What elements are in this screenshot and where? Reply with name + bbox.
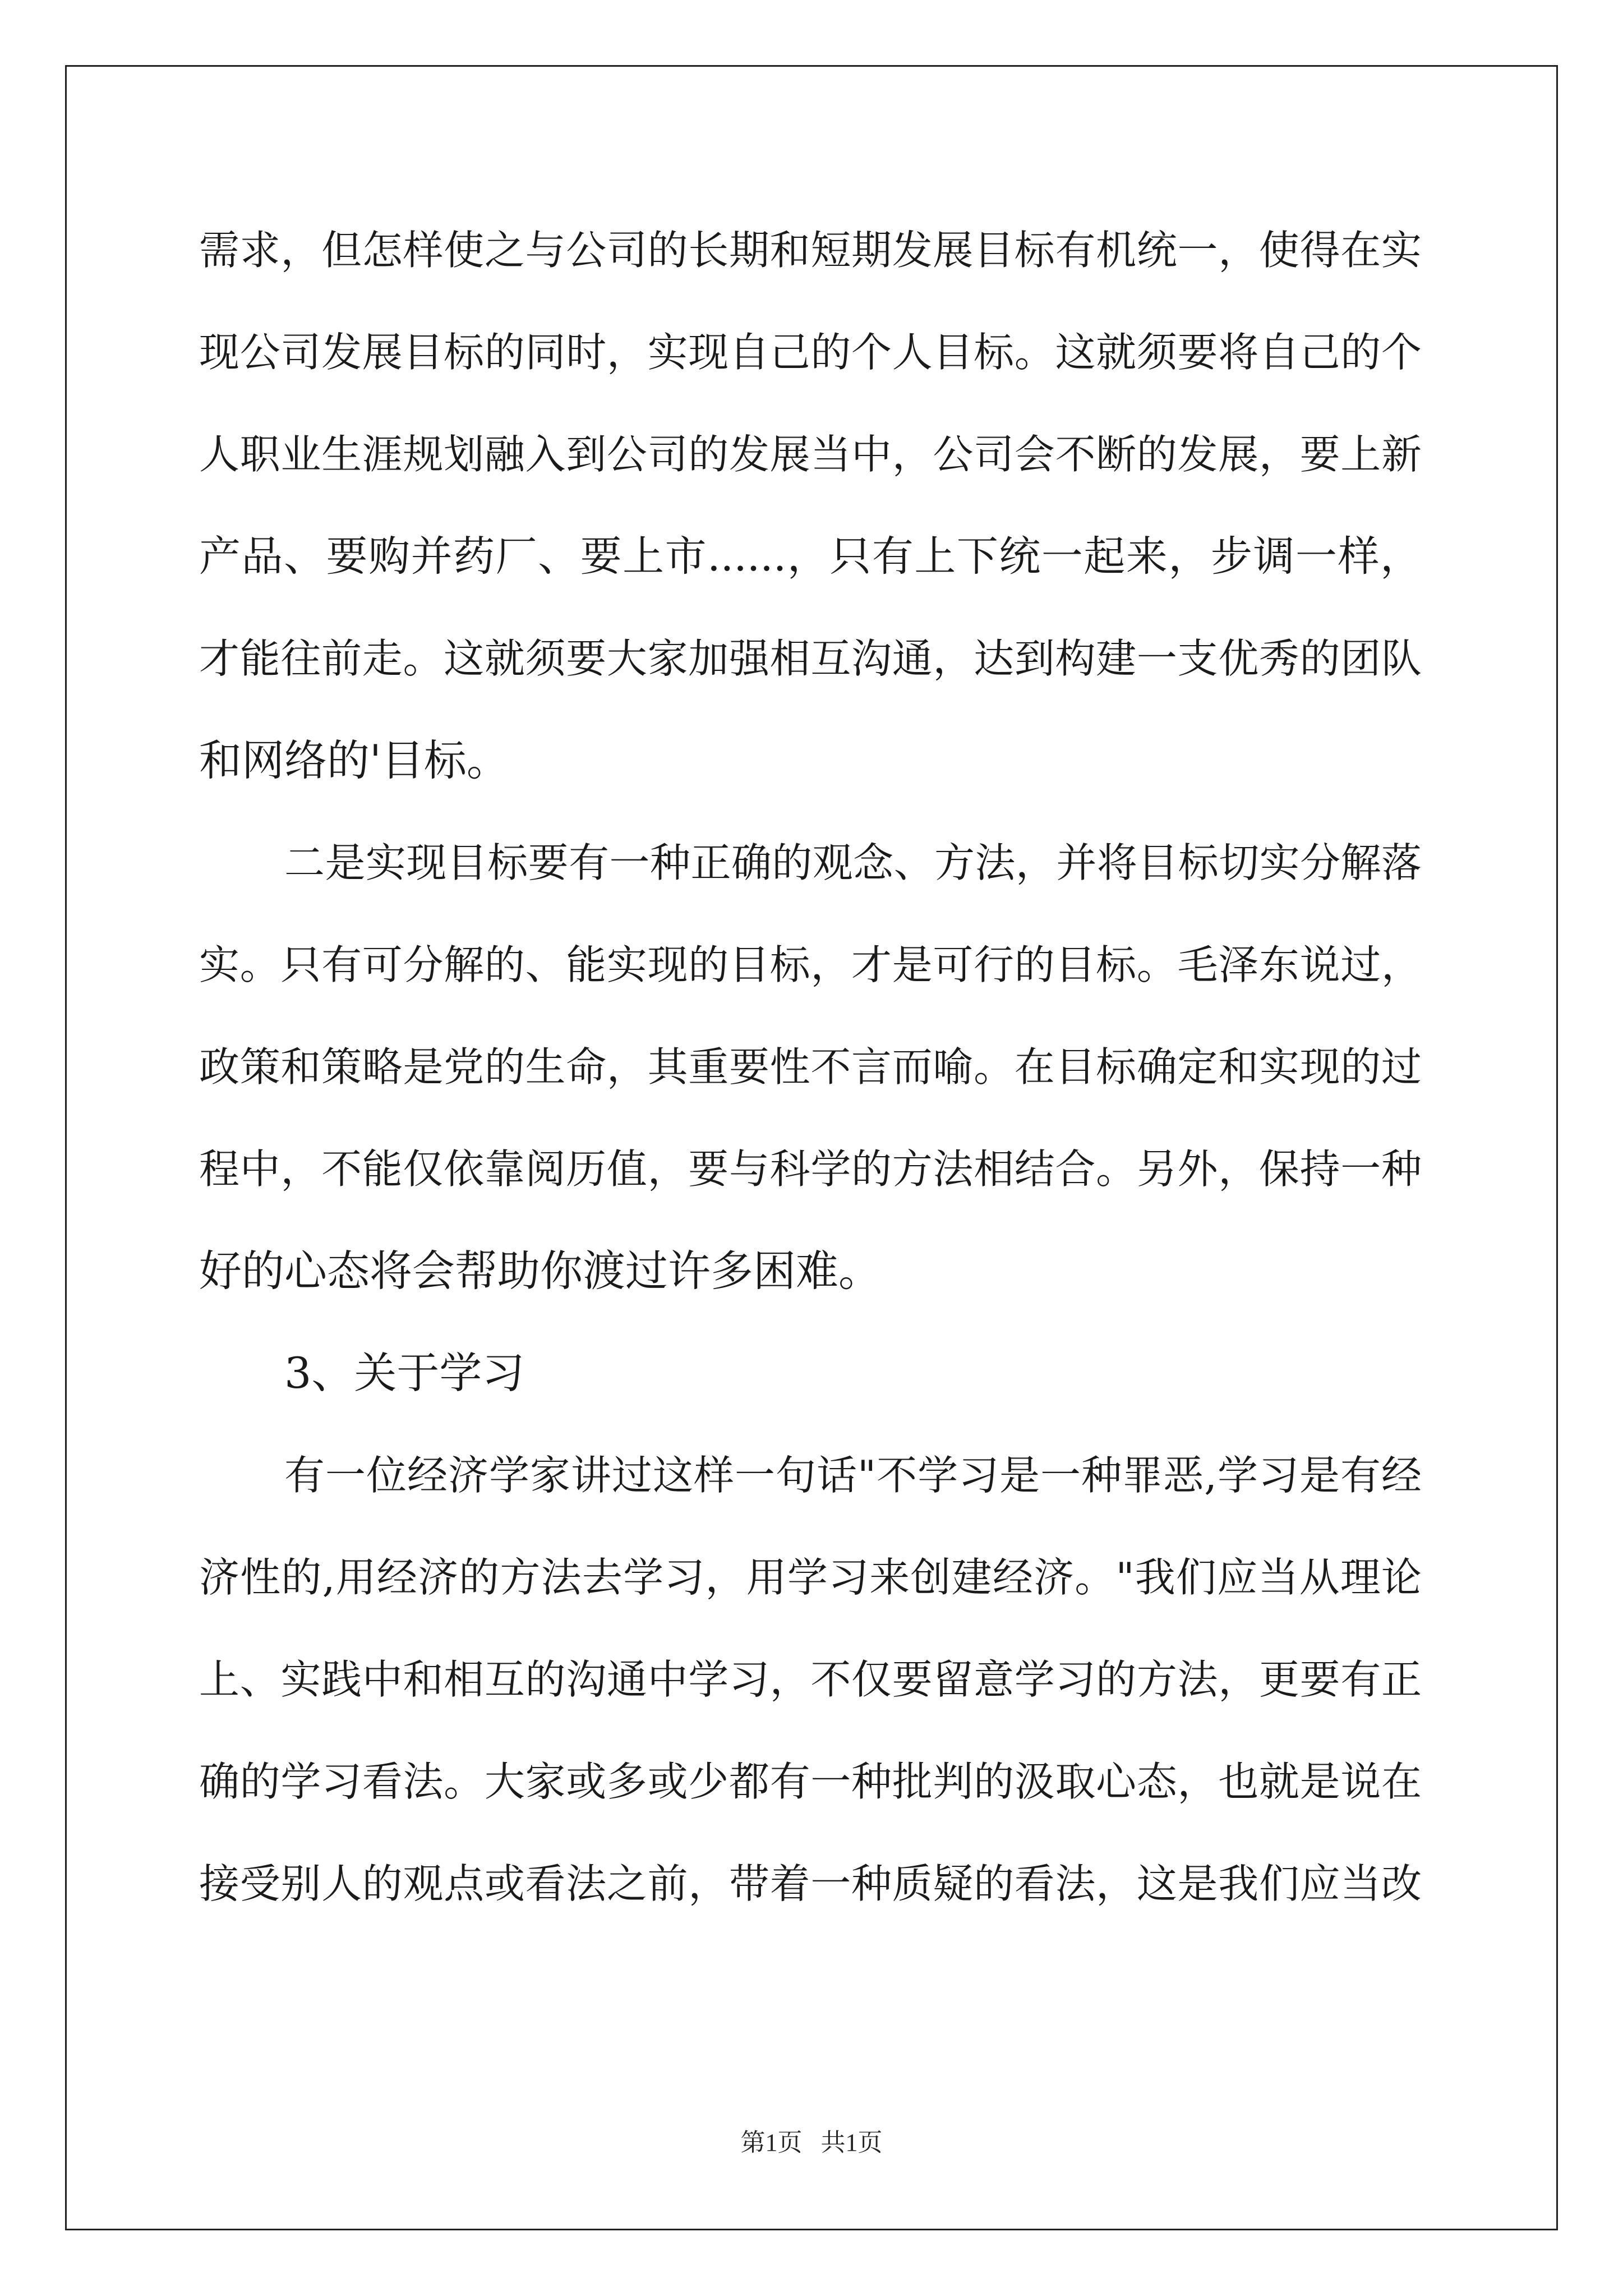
text-line: 现公司发展目标的同时，实现自己的个人目标。这就须要将自己的个: [199, 329, 1422, 376]
text-line: 才能往前走。这就须要大家加强相互沟通，达到构建一支优秀的团队: [199, 635, 1422, 682]
text-line: 实。只有可分解的、能实现的目标，才是可行的目标。毛泽东说过，: [199, 941, 1422, 988]
text-line: 和网络的'目标。: [199, 735, 509, 785]
text-line: 济性的,用经济的方法去学习，用学习来创建经济。"我们应当从理论: [199, 1554, 1422, 1601]
page-number-total: 共1页: [820, 2129, 883, 2156]
text-line: 程中，不能仅依靠阅历值，要与科学的方法相结合。另外，保持一种: [199, 1145, 1422, 1193]
text-line: 好的心态将会帮助你渡过许多困难。: [199, 1246, 881, 1296]
page-number-current: 第1页: [740, 2129, 803, 2156]
text-line: 上、实践中和相互的沟通中学习，不仅要留意学习的方法，更要有正: [199, 1656, 1422, 1703]
text-line: 接受别人的观点或看法之前，带着一种质疑的看法，这是我们应当改: [199, 1860, 1422, 1907]
text-line: 人职业生涯规划融入到公司的发展当中，公司会不断的发展，要上新: [199, 431, 1422, 478]
text-line: 政策和策略是党的生命，其重要性不言而喻。在目标确定和实现的过: [199, 1043, 1422, 1091]
text-line: 确的学习看法。大家或多或少都有一种批判的汲取心态，也就是说在: [199, 1758, 1422, 1805]
text-line: 二是实现目标要有一种正确的观念、方法，并将目标切实分解落: [284, 839, 1422, 886]
text-line: 产品、要购并药厂、要上市......，只有上下统一起来，步调一样，: [199, 532, 1422, 581]
text-line: 需求，但怎样使之与公司的长期和短期发展目标有机统一，使得在实: [199, 227, 1422, 274]
text-line: 3、关于学习: [284, 1348, 525, 1398]
page-footer: [0, 2126, 1623, 2160]
text-line: 有一位经济学家讲过这样一句话"不学习是一种罪恶,学习是有经: [284, 1452, 1422, 1499]
document-body: [199, 199, 1422, 1935]
